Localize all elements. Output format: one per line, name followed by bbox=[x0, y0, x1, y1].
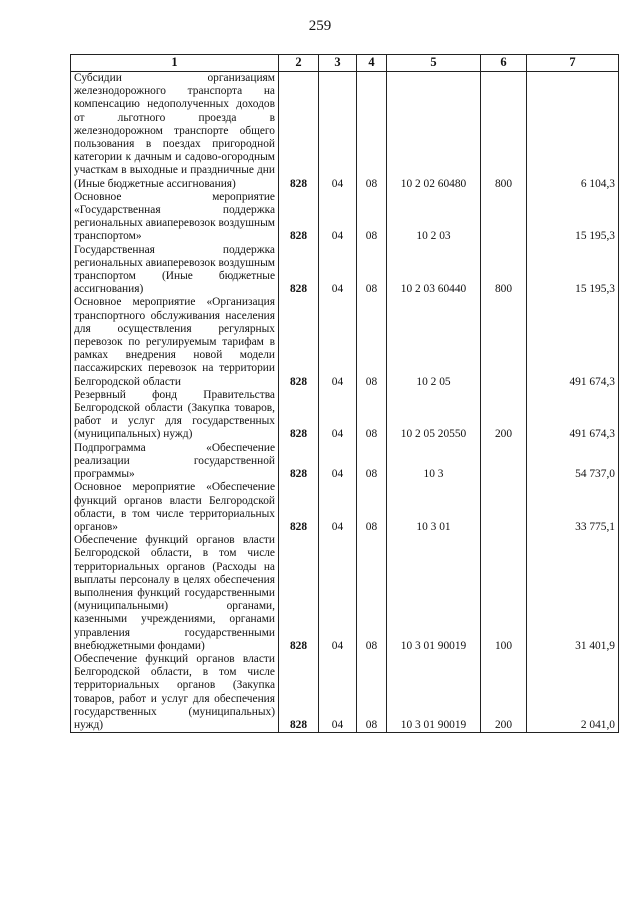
row-admin-code: 828 bbox=[279, 653, 319, 733]
row-expense-type: 100 bbox=[481, 534, 527, 653]
row-section: 04 bbox=[319, 244, 357, 297]
row-expense-type bbox=[481, 296, 527, 388]
row-expense-type bbox=[481, 191, 527, 244]
row-target-article: 10 3 bbox=[387, 442, 481, 482]
row-section: 04 bbox=[319, 296, 357, 388]
row-admin-code: 828 bbox=[279, 481, 319, 534]
row-target-article: 10 3 01 bbox=[387, 481, 481, 534]
row-amount: 15 195,3 bbox=[527, 191, 619, 244]
row-section: 04 bbox=[319, 481, 357, 534]
column-header-7: 7 bbox=[527, 55, 619, 72]
row-admin-code: 828 bbox=[279, 534, 319, 653]
row-name: Подпрограмма «Обеспечение реализации государственной программы» bbox=[71, 442, 279, 482]
table-row bbox=[71, 534, 619, 653]
row-subsection: 08 bbox=[357, 244, 387, 297]
row-admin-code: 828 bbox=[279, 389, 319, 442]
row-target-article: 10 2 03 bbox=[387, 191, 481, 244]
column-header-1: 1 bbox=[71, 55, 279, 72]
table-row bbox=[71, 191, 619, 244]
row-name: Обеспечение функций органов власти Белгородской области, в том числе территориальных органов (Закупка товаров, работ и услуг для обеспечения государственных (муниципальных) нужд) bbox=[71, 653, 279, 733]
table-row bbox=[71, 389, 619, 442]
row-subsection: 08 bbox=[357, 534, 387, 653]
row-amount: 15 195,3 bbox=[527, 244, 619, 297]
row-subsection: 08 bbox=[357, 653, 387, 733]
column-header-5: 5 bbox=[387, 55, 481, 72]
row-section: 04 bbox=[319, 534, 357, 653]
row-target-article: 10 2 05 bbox=[387, 296, 481, 388]
row-amount: 2 041,0 bbox=[527, 653, 619, 733]
table-header-row bbox=[71, 55, 619, 72]
row-section: 04 bbox=[319, 442, 357, 482]
row-admin-code: 828 bbox=[279, 296, 319, 388]
budget-table bbox=[70, 54, 619, 733]
table-row bbox=[71, 481, 619, 534]
row-admin-code: 828 bbox=[279, 442, 319, 482]
row-name: Государственная поддержка региональных авиаперевозок воздушным транспортом (Иные бюджетные ассигнования) bbox=[71, 244, 279, 297]
row-subsection: 08 bbox=[357, 72, 387, 191]
row-subsection: 08 bbox=[357, 481, 387, 534]
row-section: 04 bbox=[319, 389, 357, 442]
row-amount: 6 104,3 bbox=[527, 72, 619, 191]
row-expense-type bbox=[481, 481, 527, 534]
row-target-article: 10 3 01 90019 bbox=[387, 534, 481, 653]
row-subsection: 08 bbox=[357, 442, 387, 482]
table-row bbox=[71, 653, 619, 733]
row-section: 04 bbox=[319, 653, 357, 733]
row-admin-code: 828 bbox=[279, 72, 319, 191]
row-subsection: 08 bbox=[357, 191, 387, 244]
row-amount: 31 401,9 bbox=[527, 534, 619, 653]
row-amount: 54 737,0 bbox=[527, 442, 619, 482]
page-number: 259 bbox=[308, 18, 332, 34]
row-name: Основное мероприятие «Организация транспортного обслуживания населения для осуществления регулярных перевозок по регулируемым тарифам в рамках внедрения новой модели пассажирских перевозок на территории Белгородской области bbox=[71, 296, 279, 388]
column-header-2: 2 bbox=[279, 55, 319, 72]
row-expense-type bbox=[481, 442, 527, 482]
row-section: 04 bbox=[319, 72, 357, 191]
row-name: Основное мероприятие «Обеспечение функций органов власти Белгородской области, в том числе территориальных органов» bbox=[71, 481, 279, 534]
row-admin-code: 828 bbox=[279, 191, 319, 244]
table-row bbox=[71, 72, 619, 191]
row-expense-type: 800 bbox=[481, 72, 527, 191]
row-target-article: 10 2 05 20550 bbox=[387, 389, 481, 442]
row-expense-type: 800 bbox=[481, 244, 527, 297]
row-name: Субсидии организациям железнодорожного транспорта на компенсацию недополученных доходов от льготного проезда в железнодорожном транспорте общего пользования в поездах пригородной категории к дачным и садово-огородным участкам в выходные и праздничные дни (Иные бюджетные ассигнования) bbox=[71, 72, 279, 191]
row-expense-type: 200 bbox=[481, 653, 527, 733]
row-subsection: 08 bbox=[357, 296, 387, 388]
table-row bbox=[71, 442, 619, 482]
row-target-article: 10 2 02 60480 bbox=[387, 72, 481, 191]
row-name: Резервный фонд Правительства Белгородской области (Закупка товаров, работ и услуг для государственных (муниципальных) нужд) bbox=[71, 389, 279, 442]
row-section: 04 bbox=[319, 191, 357, 244]
row-subsection: 08 bbox=[357, 389, 387, 442]
column-header-4: 4 bbox=[357, 55, 387, 72]
row-amount: 33 775,1 bbox=[527, 481, 619, 534]
table-row bbox=[71, 296, 619, 388]
row-amount: 491 674,3 bbox=[527, 389, 619, 442]
row-admin-code: 828 bbox=[279, 244, 319, 297]
row-amount: 491 674,3 bbox=[527, 296, 619, 388]
row-expense-type: 200 bbox=[481, 389, 527, 442]
table-row bbox=[71, 244, 619, 297]
column-header-3: 3 bbox=[319, 55, 357, 72]
column-header-6: 6 bbox=[481, 55, 527, 72]
row-target-article: 10 2 03 60440 bbox=[387, 244, 481, 297]
row-name: Основное мероприятие «Государственная поддержка региональных авиаперевозок воздушным транспортом» bbox=[71, 191, 279, 244]
row-target-article: 10 3 01 90019 bbox=[387, 653, 481, 733]
row-name: Обеспечение функций органов власти Белгородской области, в том числе территориальных органов (Расходы на выплаты персоналу в целях обеспечения выполнения функций государственными (муниципальными) органами, казенными учреждениями, органами управления государственными внебюджетными фондами) bbox=[71, 534, 279, 653]
